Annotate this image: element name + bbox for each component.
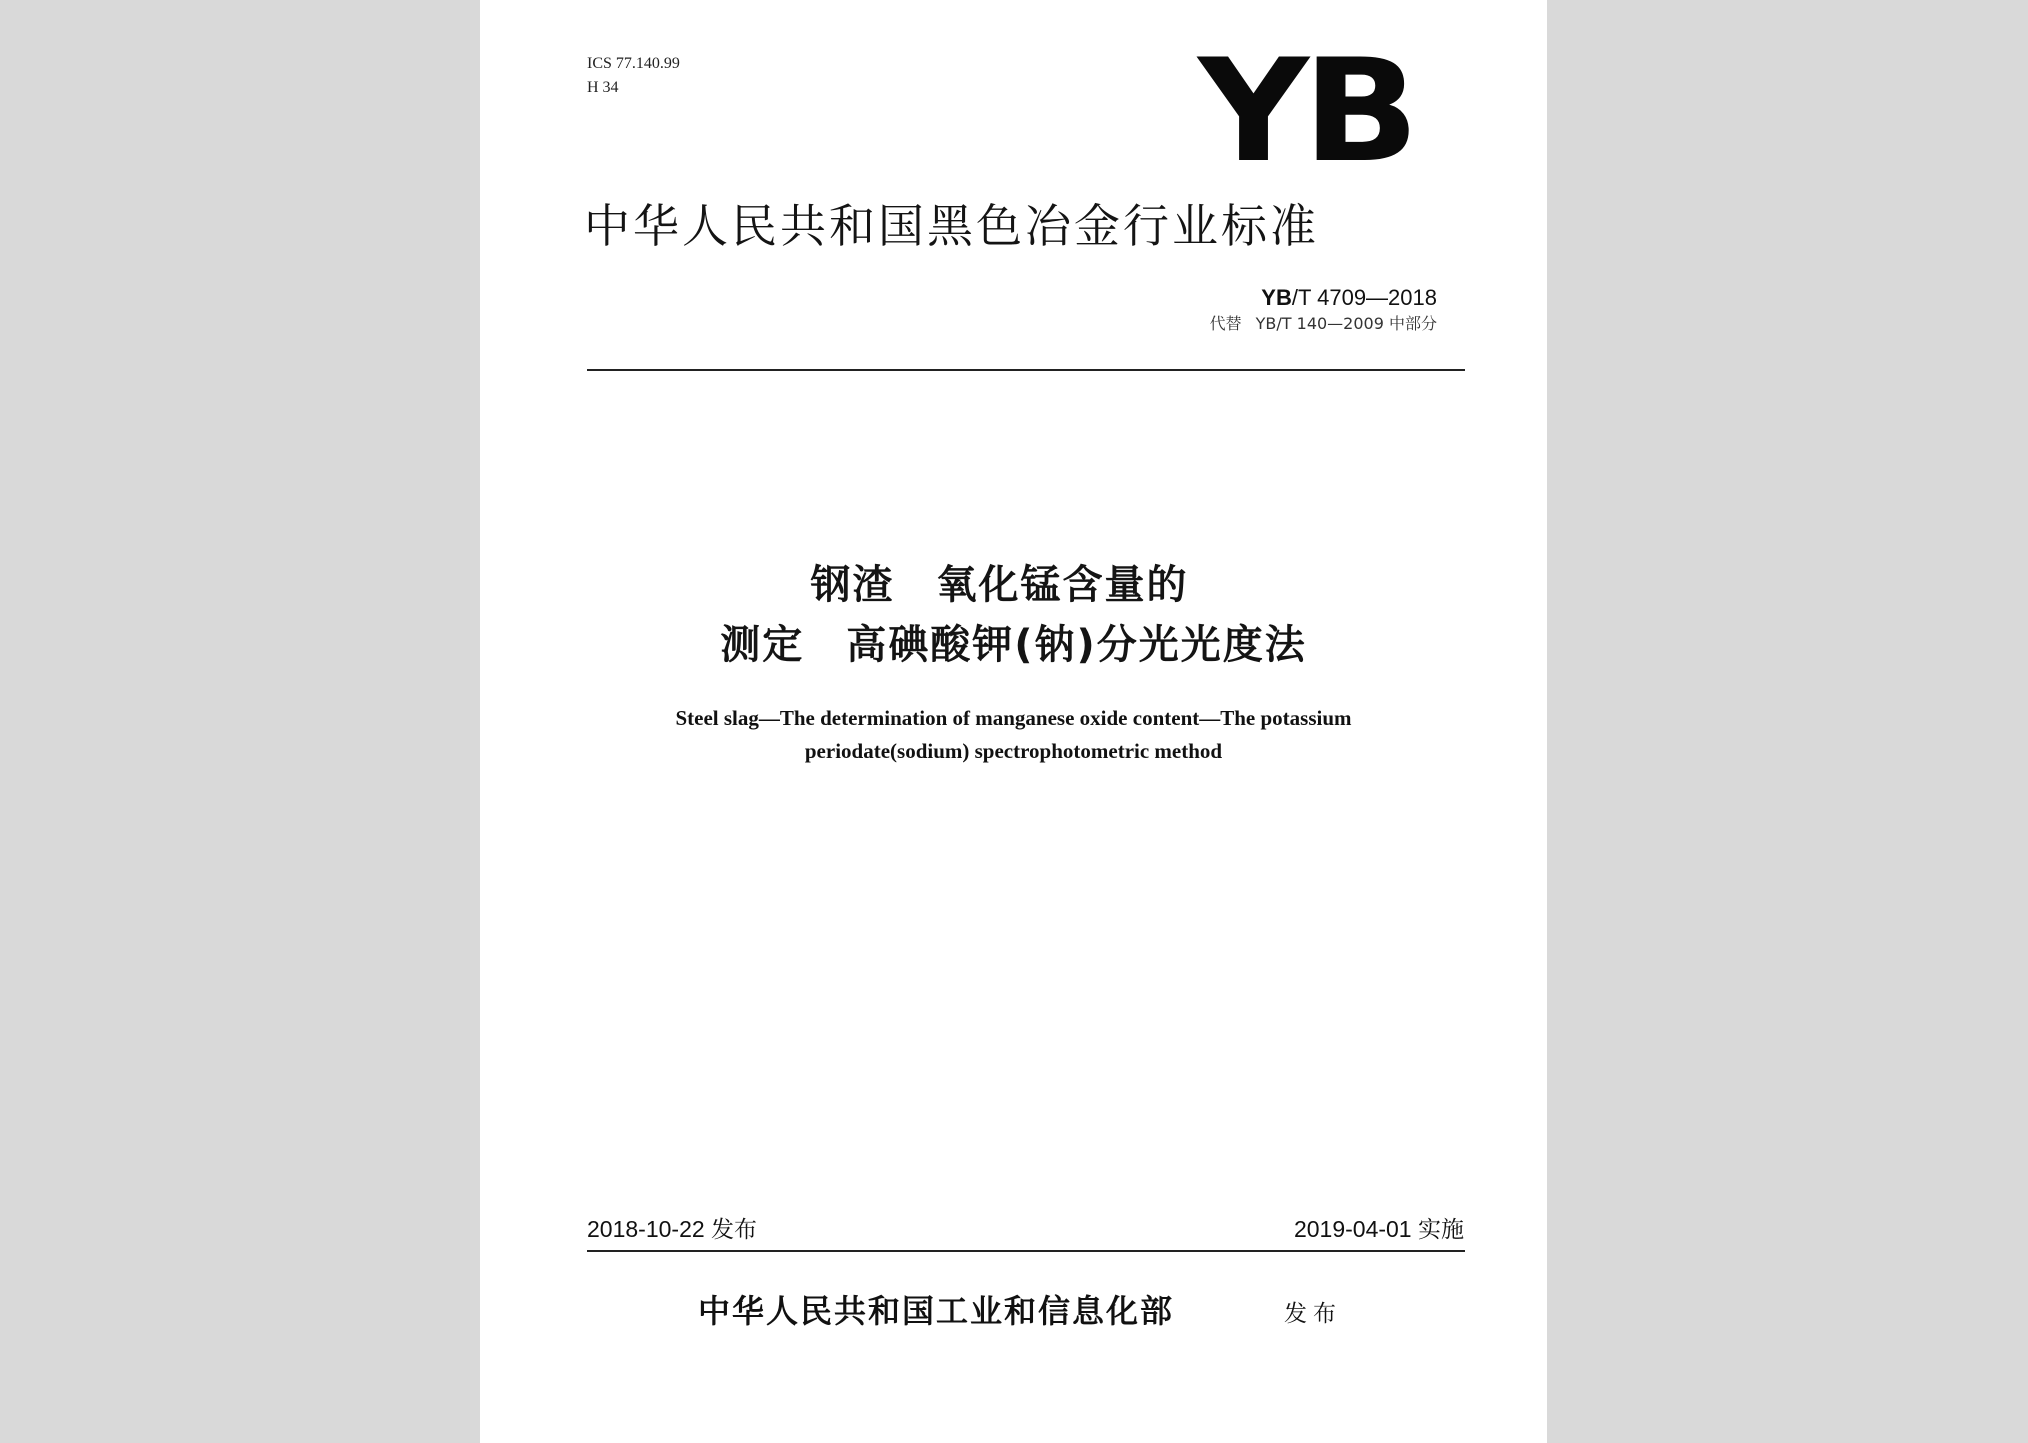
yb-logo: YB — [1198, 29, 1413, 194]
issue-date: 2018-10-22 发布 — [587, 1216, 758, 1242]
document-title-line-2: 测定 高碘酸钾(钠)分光光度法 — [720, 622, 1307, 668]
standard-number-rest: /T 4709—2018 — [1291, 285, 1437, 310]
replaces-note — [1210, 313, 1437, 335]
standard-number — [1261, 284, 1437, 312]
ics-code: ICS 77.140.99 — [587, 55, 680, 72]
implementation-date: 2019-04-01 实施 — [1293, 1216, 1464, 1242]
standard-number-prefix: YB — [1261, 285, 1292, 310]
english-title-line-1: Steel slag—The determination of manganese oxide content—The potassium — [675, 706, 1352, 730]
ccs-code: H 34 — [587, 79, 619, 96]
publish-label: 发布 — [1284, 1301, 1342, 1327]
footer-divider — [587, 1250, 1465, 1252]
classification-codes — [587, 52, 680, 100]
document-title-line-1: 钢渣 氧化锰含量的 — [810, 562, 1189, 608]
english-title-line-2: periodate(sodium) spectrophotometric method — [804, 739, 1223, 763]
header-divider — [587, 369, 1465, 371]
replaces-value: YB/T 140—2009 中部分 — [1255, 314, 1437, 333]
publisher-name: 中华人民共和国工业和信息化部 — [698, 1292, 1175, 1330]
replaces-label: 代替 — [1209, 314, 1242, 333]
document-page — [480, 0, 1547, 1443]
standard-category-title: 中华人民共和国黑色冶金行业标准 — [584, 199, 1319, 253]
